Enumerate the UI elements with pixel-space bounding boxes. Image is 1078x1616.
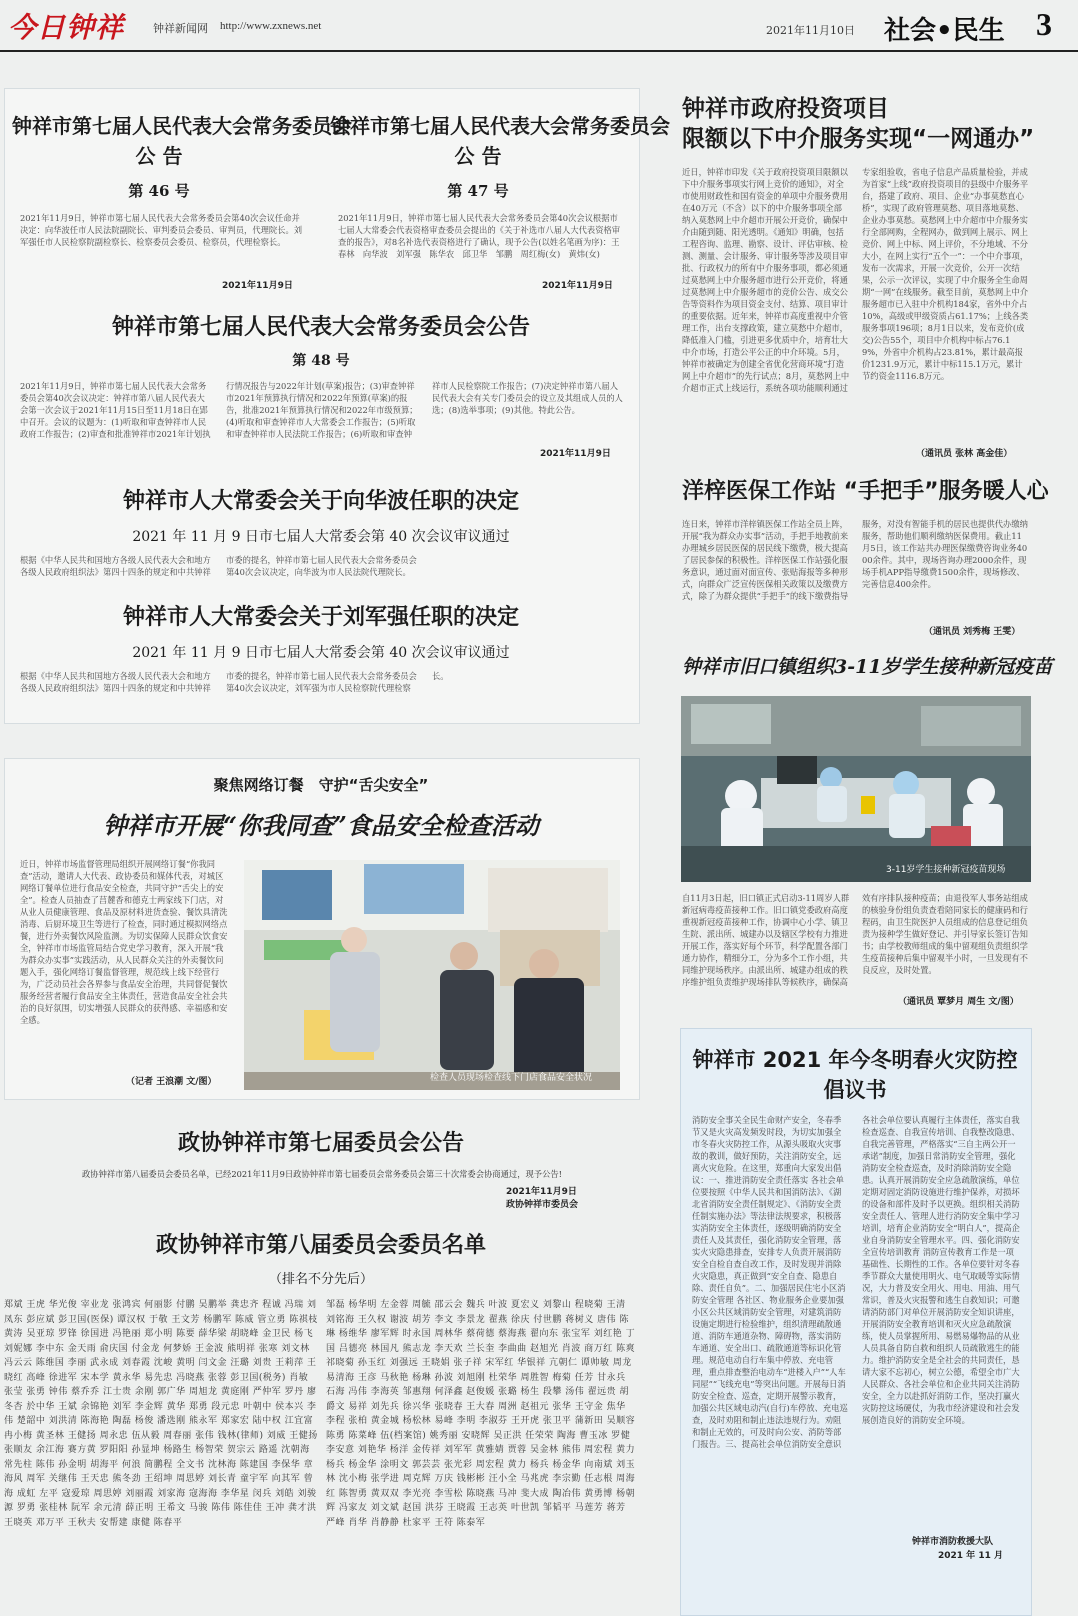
fire-date: 2021 年 11 月	[938, 1551, 1003, 1561]
cppcc-names-left: 郑斌 王虎 华光俊 宰业龙 张鸿宾 何丽影 付鹏 吴鹏举 龚忠齐 程诚 冯瑞 刘凤东 彭应斌 彭卫国(医保) 谭汉权 于敬 王文芳 杨鹏军 陈威 管立勇 陈祺枝 黄涛 吴亚琼 罗锋 徐国进 冯艳丽 郑小明 陈要 薛华梁 胡晓峰 金卫民 杨飞 刘妮娜 李中东 金天雨 俞庆国 付金龙 何梦娇 王金波 熊明祥 张寒 刘文林 冯云云 陈维国 李丽 武永成 刘春霞 沈峻 黄明 闫文金 汪璐 刘贵 王莉萍 王晓红 高峰 徐进军 宋本学 黄永华 易先忠 冯晓燕 张蓉 彭卫国(税务) 肖敏 张莹 张勇 钟伟 蔡乔乔 江士贵 余刚 郭广华 周旭龙 黄庭刚 严仲军 罗丹 廖冬杏 於中华 王斌 余锦艳 刘军 李金辉 黄华 郑勇 段元忠 叶朝中 侯本兴 李伟 楚韶中 刘洪清 陈海艳 陶磊 杨俊 潘选刚 熊永军 郑家宏 陆中权 江宜富 冉小梅 黄圣林 王健扬 周永忠 伍从毅 周春丽 张伟 钱林(律师) 刘威 王健扬 张顺友 余江海 赛方黄 罗阳阳 孙显坤 杨路生 杨智荣 贺宗云 路遥 沈朝海 常先柱 陈伟 孙金明 胡海平 何浪 简鹏程 全文书 沈林海 陈建国 李保华 章海风 周军 关继伟 王天忠 熊冬劲 王绍坤 周思婷 刘长青 童宇军 向其军 曾海 成虹 左平 寇爱琼 周思婷 刘丽霞 刘家海 寇海海 李华星 闵兵 刘皓 刘骏源 罗勇 张桂林 阮军 余元清 薛正明 王希文 马骏 陈伟 陈佳佳 王冲 龚才洪 王晓英 邓万平 王秋夫 安帮建 康健 陈春平	[4, 1300, 318, 1528]
cppcc-body: 政协钟祥市第八届委员会委员名单，已经2021年11月9日政协钟祥市第七届委员会常务委员会第三十次常委会协商通过，现予公告!	[81, 1169, 563, 1179]
cppcc-names-right: 邹磊 杨华明 左金蓉 周毓 邵云会 魏兵 叶波 夏宏义 刘黎山 程晓菊 王清 刘铭海 王久权 谢波 胡芳 李文 李景龙 翟燕 徐庆 付世鹏 蒋树义 唐伟 陈琳 杨维华 廖军辉 时永国 周林华 蔡荷德 蔡海燕 翟向东 张宝军 刘红艳 丁国 吕德亮 林国凡 熊志龙 李天欢 兰长奎 李曲曲 赵旭光 肖波 商万红 陈爽 祁晓菊 孙玉红 刘强远 王晓娟 张子祥 宋军红 华银祥 亢朝仁 谭帅敏 周龙 易清海 王彦 马秋艳 杨琳 孙波 刘旭刚 杜荣华 周胜智 梅菊 任芳 甘永兵 石海 冯伟 李海英 邹惠翔 何泽鑫 赵俊媛 张璐 杨生 段攀 汤伟 翟远贵 胡爵文 易祥 刘先兵 徐兴华 张晓春 王大春 周洲 赵祖元 张华 王守金 焦华 李程 张柏 黄金城 杨松林 易峰 李明 李淑芬 王开虎 张卫平 蒲新田 吴顺容 陈勇 陈菜峰 伍(档案馆) 姚秀丽 安晓辉 吴正洪 任荣荣 陶海 曹玉冰 罗健 李安意 刘艳华 杨洋 金传祥 刘军军 黄雅婧 贾蓉 吴金林 熊伟 周宏程 黄力 杨兵 杨金华 涂明文 郭芸芸 张光彩 周宏程 黄力 杨兵 杨金华 向南斌 刘玉林 沈小梅 张学进 周克辉 万庆 钱彬彬 汪小全 马兆虎 李宗勤 任志根 周海红 陈智勇 黄双双 李光亮 李雪松 陈晓燕 马冲 斐大成 陶冶伟 黄勇博 杨朝辉 冯家友 刘文斌 赵国 洪芬 王晓霞 王志英 叶世凯 邹韬平 马莲芳 蒋芳 严峰 肖华 肖静静 杜家平 王符 陈泰军	[326, 1300, 636, 1528]
food-photo	[244, 860, 620, 1090]
section-title: 社会•民生	[884, 16, 1005, 46]
investment-title-line1: 钟祥市政府投资项目	[682, 96, 889, 122]
notice47-body: 2021年11月9日，钟祥市第七届人民代表大会常务委员会第40次会议根据市七届人大常委会代表资格审查委员会提出的《关于补选市八届人大代表资格审查的报告》，对8名补选代表资格进行了确认，现予公告(以姓名笔画为序)：王春林 向华波 刘军强 陈华农 邱卫华 邹鹏 周红梅(女) 黄炜(女)	[338, 213, 621, 259]
cppcc-org: 政协钟祥市委员会	[506, 1200, 579, 1210]
medical-title: 洋梓医保工作站 “手把手”服务暖人心	[682, 479, 1049, 504]
notice47-number: 第 47 号	[447, 182, 509, 200]
site-name: 钟祥新闻网	[153, 22, 208, 35]
cppcc-title: 政协钟祥市第七届委员会公告	[177, 1131, 464, 1156]
cppcc-list-title: 政协钟祥市第八届委员会委员名单	[155, 1233, 486, 1258]
vaccine-byline: （通讯员 覃梦月 周生 文/图）	[898, 997, 1019, 1007]
investment-byline: （通讯员 张林 高金佳）	[916, 449, 1013, 459]
fire-body-right: 各社会单位要认真履行主体责任，落实自我检查巡查、自我宣传培训、自我整改隐患、自我完善管理，严格落实“三自主两公开一承诺”制度，加强日常消防安全管理，强化消防安全检查巡查，及时消除消防安全隐患。认真开展消防安全应急疏散演练，单位定期对固定消防设施进行维护保养，对损坏的设备和部件及时予以更换。组织相关消防安全责任人、管理人进行消防安全集中学习培训，培育企业消防安全“明白人”，提高企业自身消防安全管理水平。四、强化消防安全宣传培训教育 消防宣传教育工作是一项基础性、长期性的工作。各单位要针对冬春季节群众大量使用明火、电气取暖等实际情况，大力普及安全用火、用电、用油、用气常识，普及火灾报警和逃生自救知识；可邀请消防部门对单位开展消防安全知识讲座，开展消防安全教育培训和灭火应急疏散演练，使人员掌握所用、易燃易爆物品的从业人员具备自防自救和组织人员疏散逃生的能力。维护消防安全是全社会的共同责任，恳请大家不忘初心，树立公德，希望全市广大人民群众、各社会单位和企业共同关注消防安全，全力以赴抓好消防工作，坚决打赢火灾防控这场硬仗，为我市经济建设和社会发展创造良好的消防安全环境。	[862, 1115, 1020, 1425]
fire-org: 钟祥市消防救援大队	[912, 1537, 994, 1547]
food-body: 近日，钟祥市场监督管理局组织开展网络订餐“你我同查”活动，邀请人大代表、政协委员和媒体代表，对城区网络订餐单位进行食品安全检查，共同守护“舌尖上的安全”。检查人员抽查了莒麓香和德克士两家线下门店，对从业人员健康管理、食品及原材料进货查验、餐饮具清洗消毒、后厨环境卫生等进行了检查，同时通过模拟网络点餐，进行外卖餐饮风险监测。为切实保障人民群众饮食安全，钟祥市市场监管局结合党史学习教育，深入开展“我为群众办实事”实践活动，从人民群众关注的外卖餐饮问题入手，强化网络订餐监督管理，规范线上线下经营行为，广泛动员社会各界参与食品安全治理，共同督促餐饮服务经营者履行食品安全主体责任，营造食品安全社会共治的良好氛围，切实增强人民群众的获得感、幸福感和安全感。	[20, 859, 228, 1025]
fire-title-line2: 倡议书	[823, 1078, 887, 1102]
notice46-body: 2021年11月9日，钟祥市第七届人民代表大会常务委员会第40次会议任命并决定：向华波任市人民法院副院长、审判委员会委员、审判员，代理院长。刘军强任市人民检察院副检察长、检察委员会委员、检察员，代理检察长。	[20, 213, 303, 247]
food-photo-caption: 检查人员现场检查线下门店食品安全状况	[430, 1073, 593, 1083]
food-title: 钟祥市开展“你我同查”食品安全检查活动	[103, 811, 539, 840]
notice46-subtitle: 公 告	[135, 144, 183, 168]
notice47-subtitle: 公 告	[454, 144, 502, 168]
decision2-subtitle: 2021 年 11 月 9 日市七届人大常委会第 40 次会议审议通过	[132, 645, 510, 661]
page-number: 3	[1036, 6, 1052, 42]
decision2-title: 钟祥市人大常委会关于刘军强任职的决定	[122, 605, 519, 630]
fire-title-line1: 钟祥市 2021 年今冬明春火灾防控	[692, 1048, 1018, 1072]
decision1-title: 钟祥市人大常委会关于向华波任职的决定	[122, 489, 519, 514]
notice47-date: 2021年11月9日	[542, 281, 613, 291]
vaccination-scene-image	[681, 696, 1031, 882]
masthead	[0, 0, 1078, 52]
medical-byline: （通讯员 刘秀梅 王雯）	[924, 627, 1021, 637]
notice46-title: 钟祥市第七届人民代表大会常务委员会	[12, 114, 352, 138]
vaccine-body: 自11月3日起，旧口镇正式启动3-11周岁人群新冠病毒疫苗接种工作。旧口镇党委政府高度重视新冠疫苗接种工作，协调中心小学、镇卫生院、派出所、城建办以及辖区学校有力推进开展工作，落实好每个环节，科学配置各部门通力协作，精细分工，分为多个工作小组，共同维护现场秩序。由派出所、城建办组成的秩序维护组负责维护现场排队等候秩序，确保高效有序排队接种疫苗；由退役军人事务站组成的核验身份组负责查看陪同家长的健康码和行程码，由卫生院医护人员组成的信息登记组负责为接种学生做好登记、并引导家长签订告知书；由学校教师组成的集中留观组负责组织学生疫苗接种后集中留观半小时，一旦发现有不良反应，及时处置。	[682, 893, 1028, 987]
vaccine-title: 钟祥市旧口镇组织3-11岁学生接种新冠疫苗	[682, 656, 1053, 678]
medical-body: 连日来，钟祥市洋梓镇医保工作站全员上阵，开展“我为群众办实事”活动，手把手地教前来办理城乡居民医保的居民线下缴费，极大提高了居民参保的积极性。洋梓医保工作站强化服务意识，通过面对面宣传、张贴海报等多种形式，向群众广泛宣传医保相关政策以及缴费方式，除了为群众提供“手把手”的线下缴费指导服务，对没有智能手机的居民也提供代办缴纳服务，帮助他们顺利缴纳医保费用。截止11月5日，该工作站共办理医保缴费咨询业务4000余件。其中，现场咨询办理2000余件，现场手机APP指导缴费1500余件，现场修改、完善信息400余件。	[682, 519, 1028, 601]
vaccine-photo-caption: 3-11岁学生接种新冠疫苗现场	[886, 865, 1006, 875]
notice47-title: 钟祥市第七届人民代表大会常务委员会	[330, 114, 670, 138]
newspaper-logo: 今日钟祥	[8, 11, 125, 44]
cppcc-list-subtitle: （排名不分先后）	[268, 1272, 373, 1287]
investment-body: 近日，钟祥市印发《关于政府投资项目限额以下中介服务事项实行网上竞价的通知》，对全市使用财政性和国有资金的单项中介服务费用在40万元（不含）以下的中介服务事项全部纳入莫愁网上中介超市开展公开竞价，确保中介由随到随、阳光透明。《通知》明确，包括工程咨询、监理、勘察、设计、评估审核、检测、测量、会计服务、审计服务等涉及项目审批、行政权力的所有中介服务事项，都必须通过莫愁网上中介服务超市进行公开竞价，将通过莫愁网上中介服务超市的竞价公告、成交公告等资料作为项目资金支付、结算、项目审计的重要依据。近年来，钟祥市高度重视中介管理工作，出台支撑政策，建立莫愁中介超市，降低准入门槛，引进更多优质中介，培育壮大中介市场，打造公平公正的中介环境。5月，钟祥市被确定为创建全省优化营商环境“打造网上中介超市”的先行试点；8月，莫愁网上中介超市正式上线运行，系统各项功能顺利通过专家组验收，省电子信息产品质量检验，并成为首家“上线”政府投资项目的县级中介服务平台，搭建了政府、项目、企业“办事莫愁直心桥”，实现了政府管理莫愁、项目落地莫愁、企业办事莫愁。莫愁网上中介超市中介服务实行全部网购，全程网办，做到网上展示、网上竞价、网上中标、网上评价，不分地域、不分大小，在网上实行“五个一”：一个中介事项，发布一次需求，开展一次竞价，公开一次结果，公示一次评议，实现了中介服务全生命周期“一网”在线服务。截至目前，莫愁网上中介服务超市已入驻中介机构184家，省外中介占10%，高级或甲级资质占61.17%；上线各类服务事项196项；8月1日以来，发布竞价(成交)公告55个，项目中介机构中标占76.19%，外省中介机构占23.81%，累计最高报价1231.9万元，累计中标115.1万元，累计节约资金1116.8万元。	[682, 167, 1029, 393]
decision1-body: 根据《中华人民共和国地方各级人民代表大会和地方各级人民政府组织法》第四十四条的规定和中共钟祥市委的提名，钟祥市第七届人民代表大会常务委员会第40次会议决定，向华波为市人民法院代理院长。	[20, 555, 417, 577]
cppcc-date: 2021年11月9日	[506, 1187, 577, 1197]
notice48-date: 2021年11月9日	[540, 449, 611, 459]
notice48-title: 钟祥市第七届人民代表大会常务委员会公告	[111, 315, 530, 340]
food-byline: （记者 王浪潮 文/图）	[126, 1077, 217, 1087]
decision2-body: 根据《中华人民共和国地方各级人民代表大会和地方各级人民政府组织法》第四十四条的规定和中共钟祥市委的提名，钟祥市第七届人民代表大会常务委员会第40次会议决定，刘军强为市人民检察院代理检察长。	[20, 671, 449, 693]
food-inspection-image	[244, 860, 620, 1090]
fire-body-left: 消防安全事关全民生命财产安全，冬春季节又是火灾高发频发时段，为切实加强全市冬春火灾防控工作，从源头吸取火灾事故的教训，做好预防，关注消防安全，远离火灾危险。在这里，郑重向大家发出倡议：一、推进消防安全责任落实 各社会单位要按照《中华人民共和国消防法》、《湖北省消防安全责任制规定》、《消防安全责任制实施办法》等法律法规要求，积极落实消防安全主体责任，逐级明确消防安全责任人及其责任，强化消防安全管理，落实火灾隐患排查，安排专人负责开展消防安全自检自查自改工作，及时发现并消除火灾隐患，真正做到“安全自查、隐患自除、责任自负”。二、加强居民住宅小区消防安全管理 各社区、物业服务企业要加强小区公共区域消防安全管理，对建筑消防设施定期进行检验维护，组织清理疏散通道、消防车通道杂物、障碍物，落实消防车通道、安全出口、疏散通道等标识化管理。规范电动自行车集中停放、充电管理，重点排查整治电动车“进楼入户”“人车同屋”“飞线充电”等突出问题。开展每日消防安全检查、巡查，定期开展警示教育，加强公共区域电动汽(自行)车停放、充电巡查，及时劝阻和制止违法违规行为。劝阻和制止无效的，可及时向公安、消防等部门报告。三、提高社会单位消防安全意识	[692, 1115, 848, 1449]
notice46-date: 2021年11月9日	[222, 281, 293, 291]
decision1-subtitle: 2021 年 11 月 9 日市七届人大常委会第 40 次会议审议通过	[132, 529, 510, 545]
site-url[interactable]: http://www.zxnews.net	[220, 20, 322, 32]
notice48-number: 第 48 号	[292, 353, 350, 369]
investment-title-line2: 限额以下中介服务实现“一网通办”	[682, 126, 1035, 152]
issue-date: 2021年11月10日	[766, 24, 855, 37]
food-kicker: 聚焦网络订餐 守护“舌尖安全”	[213, 776, 429, 794]
vaccine-photo	[681, 696, 1031, 882]
notice46-number: 第 46 号	[128, 182, 190, 200]
notice48-body: 2021年11月9日，钟祥市第七届人民代表大会常务委员会第40次会议决定：钟祥市第八届人民代表大会第一次会议于2021年11月15日至11月18日在郢中召开。会议的议题为：(1)听取和审查钟祥市人民政府工作报告；(2)审查和批准钟祥市2021年计划执行情况报告与2022年计划(草案)报告；(3)审查钟祥市2021年预算执行情况和2022年预算(草案)的报告，批准2021年预算执行情况和2022年市级预算；(4)听取和审查钟祥市人大常委会工作报告；(5)听取和审查钟祥市人民法院工作报告；(6)听取和审查钟祥市人民检察院工作报告；(7)决定钟祥市第八届人民代表大会有关专门委员会的设立及其组成人员的人选；(8)选举事项；(9)其他。特此公告。	[20, 381, 623, 439]
